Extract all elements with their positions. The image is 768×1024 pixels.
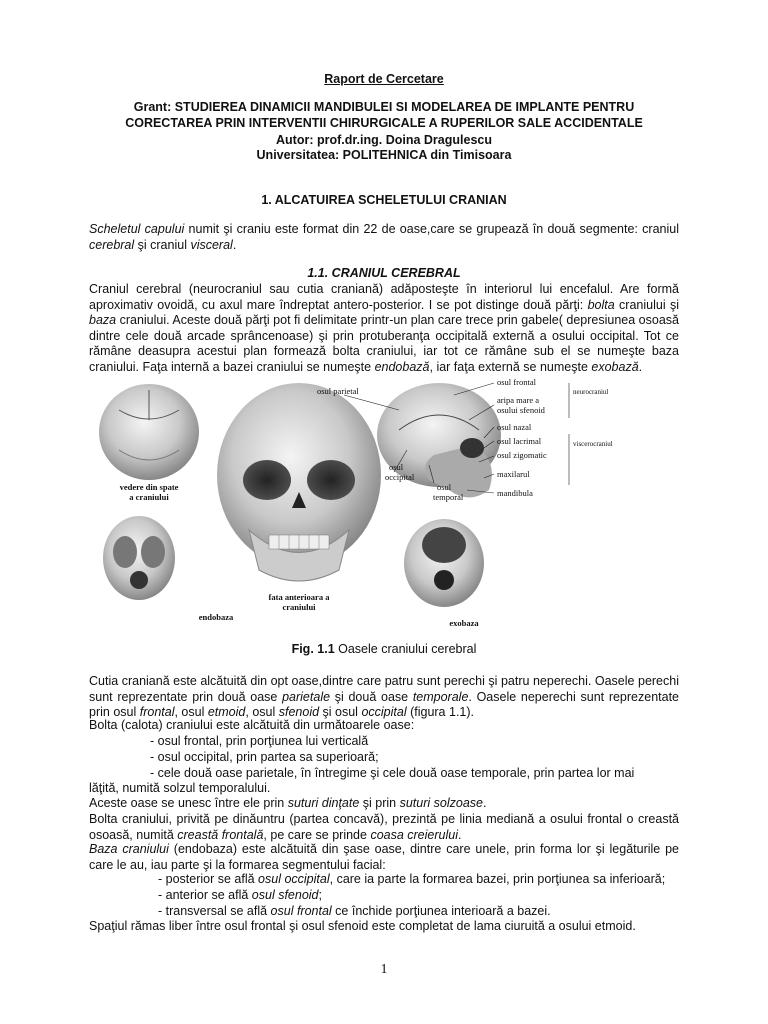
label-osul-parietal: osul parietal (317, 386, 359, 396)
subsection-title: 1.1. CRANIUL CEREBRAL (307, 266, 461, 280)
caption-endobaza: endobaza (198, 612, 234, 622)
label-mandibula: mandibula (497, 488, 533, 498)
label-osul-lacrimal: osul lacrimal (497, 436, 542, 446)
caption-back-view: vedere din spate a craniului (119, 482, 179, 502)
label-neurocraniul: neurocraniul (573, 388, 609, 396)
exobase-view-skull (404, 519, 484, 607)
caption-anterior-view: fata anterioara a craniului (268, 592, 330, 612)
vault-interior-paragraph: Bolta craniului, privită pe dinăuntru (partea concavă), prezintă pe linia mediană a osului frontal o creastă osoasă, numită creastă frontală, pe care se prinde coasa creierului. (89, 812, 679, 842)
anterior-view-skull (217, 383, 381, 581)
label-aripa-mare: aripa mare a (497, 395, 539, 405)
endobase-view-skull (103, 516, 175, 600)
grant-title-line-2: CORECTAREA PRIN INTERVENTII CHIRURGICALE A RUPERILOR SALE ACCIDENTALE (125, 116, 643, 130)
author-line: Autor: prof.dr.ing. Doina Dragulescu (276, 133, 492, 147)
final-paragraph: Spaţiul rămas liber între osul frontal şi osul sfenoid este completat de lama ciuruită a osului etmoid. (89, 919, 636, 933)
sutures-paragraph: Aceste oase se unesc între ele prin suturi dinţate şi prin suturi solzoase. (89, 796, 487, 810)
label-osul-temporal-2: temporal (433, 492, 464, 502)
caption-exobaza: exobaza (449, 618, 479, 628)
grant-title-line-1: Grant: STUDIEREA DINAMICII MANDIBULEI SI MODELAREA DE IMPLANTE PENTRU (133, 100, 635, 114)
label-osul-frontal: osul frontal (497, 377, 536, 387)
label-viscerocraniul: viscerocraniul (573, 440, 613, 448)
intro-paragraph: Scheletul capului numit şi craniu este format din 22 de oase,care se grupează în două segmente: craniul cerebral şi craniul visceral. (89, 222, 679, 252)
list-item-continuation: lăţită, numită solzul temporalului. (89, 781, 271, 795)
list-item: - anterior se află osul sfenoid; (158, 888, 322, 902)
university-line: Universitatea: POLITEHNICA din Timisoara (256, 148, 512, 162)
label-osul-nazal: osul nazal (497, 422, 532, 432)
section-title: 1. ALCATUIREA SCHELETULUI CRANIAN (261, 193, 507, 207)
vault-intro: Bolta (calota) craniului este alcătuită din următoarele oase: (89, 718, 415, 732)
label-osul-zigomatic: osul zigomatic (497, 450, 547, 460)
base-paragraph: Baza craniului (endobaza) este alcătuită din şase oase, dintre care unele, prin forma lor şi legăturile pe care le au, iau parte şi la formarea segmentului facial: (89, 842, 680, 872)
label-osul-temporal-1: osul (437, 482, 452, 492)
list-item: - osul frontal, prin porţiunea lui verticală (150, 734, 369, 748)
label-osul-occipital-2: occipital (385, 472, 415, 482)
figure-caption: Fig. 1.1 Oasele craniului cerebral (291, 642, 477, 656)
skull-figure (89, 370, 679, 628)
list-item: - osul occipital, prin partea sa superioară; (150, 750, 379, 764)
back-view-skull (99, 384, 199, 480)
list-item: - posterior se află osul occipital, care ia parte la formarea bazei, prin porţiunea sa inferioară; (158, 872, 666, 886)
label-osul-occipital-1: osul (389, 462, 404, 472)
label-osului-sfenoid: osului sfenoid (497, 405, 545, 415)
list-item: - cele două oase parietale, în întregime şi cele două oase temporale, prin partea lor mai (150, 766, 635, 780)
cranial-bones-paragraph: Cutia craniană este alcătuită din opt oase,dintre care patru sunt perechi şi patru neperechi. Oasele perechi sunt reprezentate prin două oase parietale şi două oase temporale. Oasele neperechi sunt reprezentate prin osul frontal, osul etmoid, osul sfenoid şi osul occipital (figura 1.1). (89, 674, 680, 719)
report-title: Raport de Cercetare (324, 72, 444, 86)
page-number: 1 (380, 962, 388, 977)
label-maxilarul: maxilarul (497, 469, 530, 479)
cranial-description-paragraph: Craniul cerebral (neurocraniul sau cutia craniană) adăposteşte în interiorul lui encefalul. Are formă aproximativ ovoidă, cu axul mare îndreptat antero-posterior. I se pot distinge două părţi: bolta craniului şi baza craniului. Aceste două părţi pot fi delimitate printr-un plan care trece prin gabele( depresiunea osoasă dintre cele două arcade sprâncenoase) şi prin protuberanţa occipitală externă a osului occipital. Tot ce rămâne deasupra acestui plan formează bolta craniului, iar tot ce rămâne sub el se numeşte baza craniului. Faţa internă a bazei craniului se numeşte endobază, iar faţa externă se numeşte exobază. (89, 282, 679, 374)
list-item: - transversal se află osul frontal ce închide porţiunea interioară a bazei. (158, 904, 551, 918)
